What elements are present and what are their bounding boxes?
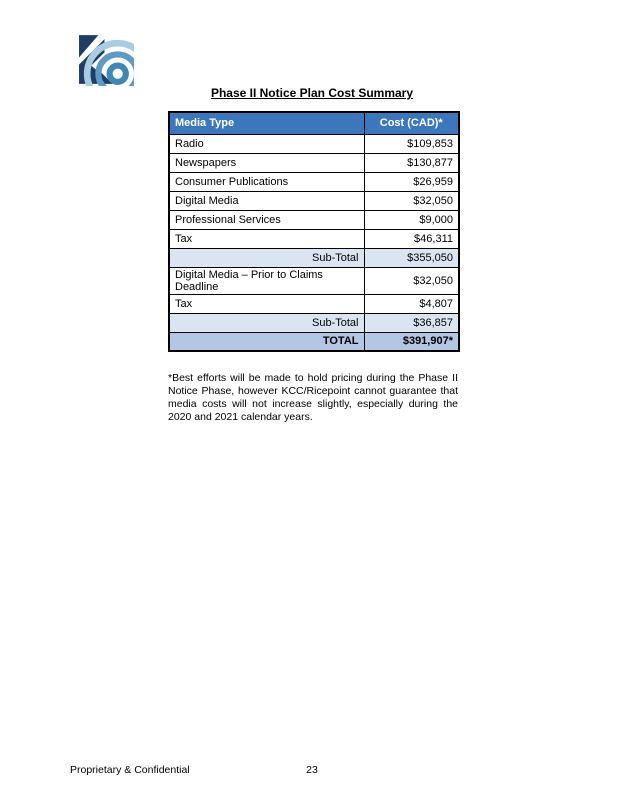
cell-cost: $4,807 bbox=[364, 294, 459, 313]
kcc-logo bbox=[77, 33, 134, 86]
cell-subtotal-cost: $355,050 bbox=[364, 248, 459, 267]
column-header-cost: Cost (CAD)* bbox=[364, 112, 459, 134]
footnote: *Best efforts will be made to hold pricing during the Phase II Notice Phase, however KCC/Ricepoint cannot guarantee that media costs will not increase slightly, especially during the 2020 and 2021 calendar years. bbox=[168, 372, 458, 423]
table-row-tax bbox=[169, 229, 459, 248]
cell-media-type: Tax bbox=[169, 294, 364, 313]
cell-total-label: TOTAL bbox=[169, 332, 364, 351]
cell-media-type: Digital Media bbox=[169, 191, 364, 210]
table-row-consumer-publications bbox=[169, 172, 459, 191]
table-row-newspapers bbox=[169, 153, 459, 172]
table-row-subtotal-1 bbox=[169, 248, 459, 267]
cell-cost: $46,311 bbox=[364, 229, 459, 248]
cell-media-type: Newspapers bbox=[169, 153, 364, 172]
cell-subtotal-cost: $36,857 bbox=[364, 313, 459, 332]
table-row-tax-2 bbox=[169, 294, 459, 313]
cell-media-type: Tax bbox=[169, 229, 364, 248]
cell-cost: $26,959 bbox=[364, 172, 459, 191]
cell-media-type: Digital Media – Prior to Claims Deadline bbox=[169, 267, 364, 294]
table-row-digital-media-prior bbox=[169, 267, 459, 294]
cell-media-type: Consumer Publications bbox=[169, 172, 364, 191]
table-header-row bbox=[169, 112, 459, 134]
cell-media-type: Radio bbox=[169, 134, 364, 153]
table-row-digital-media bbox=[169, 191, 459, 210]
page-title: Phase II Notice Plan Cost Summary bbox=[210, 86, 414, 100]
cell-cost: $9,000 bbox=[364, 210, 459, 229]
cell-cost: $32,050 bbox=[364, 267, 459, 294]
cell-media-type: Professional Services bbox=[169, 210, 364, 229]
table-row-professional-services bbox=[169, 210, 459, 229]
footer-confidential-label: Proprietary & Confidential bbox=[70, 764, 190, 776]
table-row-subtotal-2 bbox=[169, 313, 459, 332]
footer-page-number: 23 bbox=[306, 764, 318, 776]
cell-subtotal-label: Sub-Total bbox=[169, 248, 364, 267]
column-header-media-type: Media Type bbox=[169, 112, 364, 134]
cell-cost: $32,050 bbox=[364, 191, 459, 210]
cost-summary-table bbox=[168, 111, 460, 352]
table-row-radio bbox=[169, 134, 459, 153]
kcc-logo-icon bbox=[77, 33, 134, 86]
cell-cost: $109,853 bbox=[364, 134, 459, 153]
cell-subtotal-label: Sub-Total bbox=[169, 313, 364, 332]
table-row-total bbox=[169, 332, 459, 351]
cell-cost: $130,877 bbox=[364, 153, 459, 172]
cell-total-cost: $391,907* bbox=[364, 332, 459, 351]
